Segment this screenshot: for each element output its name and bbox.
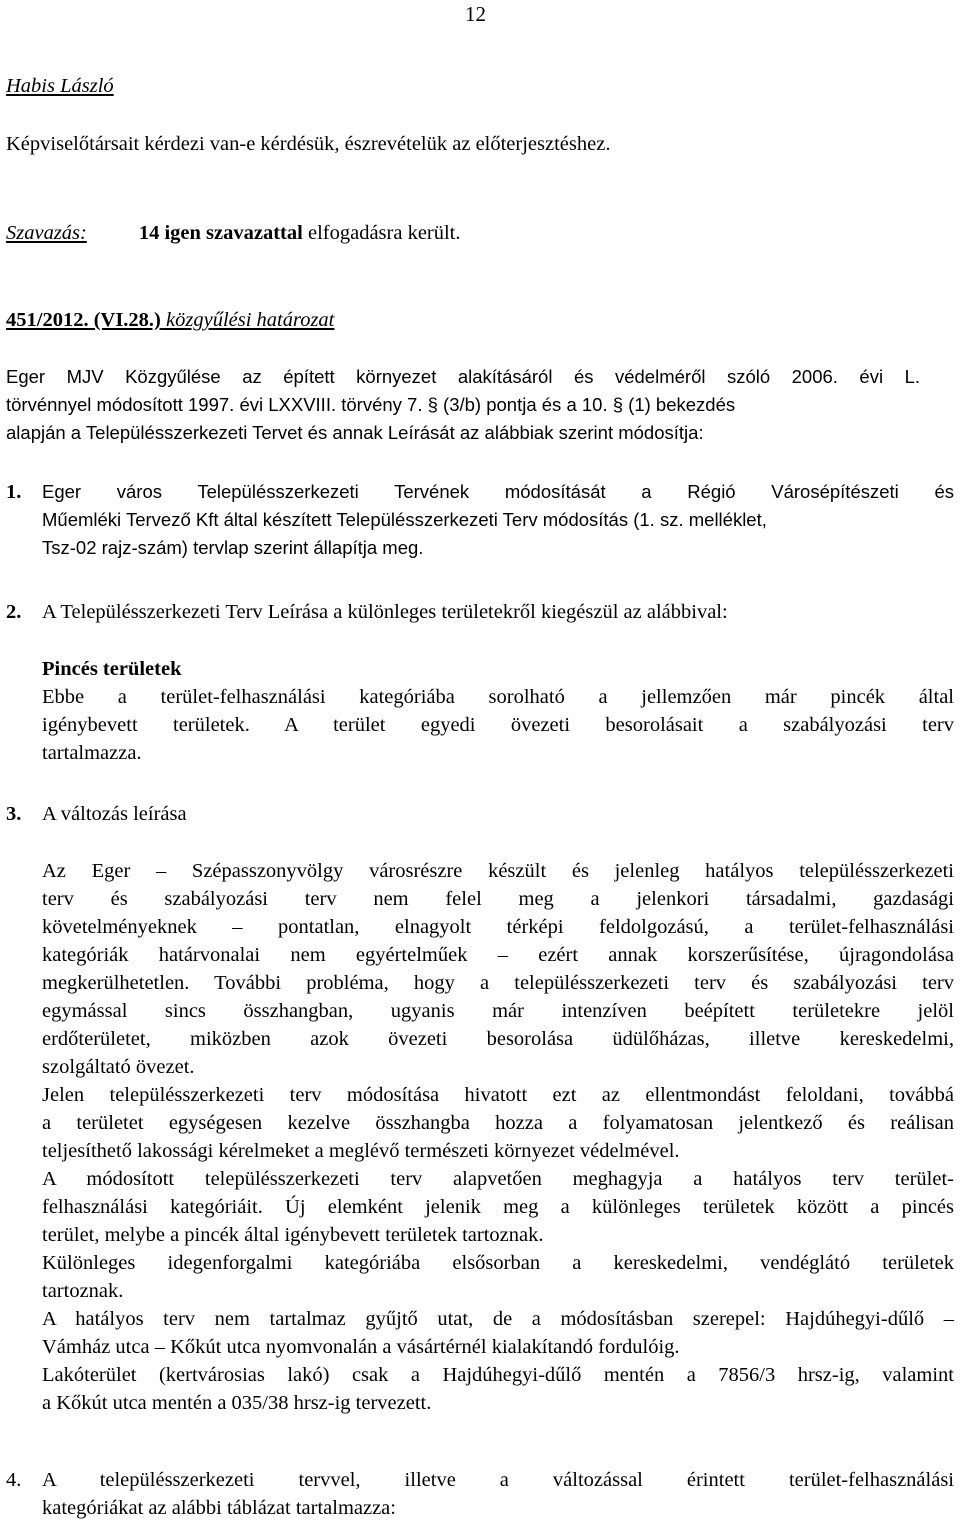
- resolution-title: közgyűlési határozat: [160, 309, 335, 331]
- desc-line: A hatályos terv nem tartalmaz gyűjtő utat, de a módosításban szerepel: Hajdúhegyi-dűlő –: [42, 1308, 954, 1330]
- item-1-number: 1.: [6, 481, 22, 503]
- item-2-subheading: Pincés területek: [42, 658, 182, 680]
- intro-text: Képviselőtársait kérdezi van-e kérdésük, észrevételük az előterjesztéshez.: [6, 133, 611, 155]
- item-1-line: Eger város Településszerkezeti Tervének módosítását a Régió Városépítészeti és: [42, 481, 954, 502]
- item-4-number: 4.: [6, 1469, 22, 1491]
- desc-line: a Kőkút utca mentén a 035/38 hrsz-ig tervezett.: [42, 1392, 432, 1414]
- vote-result-bold: 14 igen szavazattal: [138, 222, 303, 244]
- item-2-number: 2.: [6, 601, 22, 623]
- desc-line: Vámház utca – Kőkút utca nyomvonalán a vásártérnél kialakítandó fordulóig.: [42, 1336, 680, 1358]
- desc-line: Az Eger – Szépasszonyvölgy városrészre készült és jelenleg hatályos településszerkezeti: [42, 860, 954, 882]
- resolution-preamble: [6, 363, 920, 447]
- desc-line: erdőterületet, miközben azok övezeti besorolása üdülőházas, illetve kereskedelmi,: [42, 1028, 954, 1050]
- desc-line: Különleges idegenforgalmi kategóriába elsősorban a kereskedelmi, vendéglátó területek: [42, 1252, 954, 1274]
- page-number: 12: [465, 2, 486, 26]
- item-1-line: Műemléki Tervező Kft által készített Településszerkezeti Terv módosítás (1. sz. melléklet,: [42, 509, 767, 530]
- desc-line: Jelen településszerkezeti terv módosítása hivatott ezt az ellentmondást feloldani, továbbá: [42, 1084, 954, 1106]
- desc-line: A módosított településszerkezeti terv alapvetően meghagyja a hatályos terv terület-: [42, 1168, 954, 1190]
- item-1-body: [42, 478, 954, 562]
- resolution-number: 451/2012. (VI.28.): [6, 309, 161, 331]
- desc-line: terület, melybe a pincék által igénybevett területek tartoznak.: [42, 1224, 544, 1246]
- desc-line: felhasználási kategóriáit. Új elemként jelenik meg a különleges területek között a pincés: [42, 1196, 954, 1218]
- item-1-line: Tsz-02 rajz-szám) tervlap szerint állapítja meg.: [42, 537, 424, 558]
- preamble-line: Eger MJV Közgyűlése az épített környezet alakításáról és védelméről szóló 2006. évi L.: [6, 366, 920, 387]
- item-3-text: A változás leírása: [42, 803, 187, 825]
- item-2-line: igénybevett területek. A terület egyedi övezeti besorolásait a szabályozási terv: [42, 714, 954, 736]
- desc-line: tartoznak.: [42, 1280, 124, 1302]
- desc-line: teljesíthető lakossági kérelmeket a meglévő természeti környezet védelmével.: [42, 1140, 680, 1162]
- vote-result-rest: elfogadásra került.: [302, 222, 461, 244]
- preamble-line: törvénnyel módosított 1997. évi LXXVIII. törvény 7. § (3/b) pontja és a 10. § (1) bekezdés: [6, 394, 736, 415]
- item-3-number: 3.: [6, 803, 22, 825]
- item-2-line: Ebbe a terület-felhasználási kategóriába sorolható a jellemzően már pincék által: [42, 686, 954, 708]
- speaker-name: Habis László: [6, 75, 114, 97]
- vote-line: [6, 219, 906, 247]
- desc-line: a területet egységesen kezelve összhangba hozza a folyamatosan jelentkező és reálisan: [42, 1112, 954, 1134]
- item-2-text: A Településszerkezeti Terv Leírása a különleges területekről kiegészül az alábbival:: [42, 601, 728, 623]
- desc-line: szolgáltató övezet.: [42, 1056, 195, 1078]
- item-2-line: tartalmazza.: [42, 742, 142, 764]
- desc-line: terv és szabályozási terv nem felel meg a jelenkori társadalmi, gazdasági: [42, 888, 954, 910]
- desc-line: Lakóterület (kertvárosias lakó) csak a Hajdúhegyi-dűlő mentén a 7856/3 hrsz-ig, valamint: [42, 1364, 954, 1386]
- item-3-description: [42, 857, 954, 1417]
- desc-line: egymással sincs összhangban, ugyanis már intenzíven beépített területekre jelöl: [42, 1000, 954, 1022]
- item-4-body: [42, 1466, 954, 1522]
- desc-line: megkerülhetetlen. További probléma, hogy a településszerkezeti terv és szabályozási terv: [42, 972, 954, 994]
- item-2-body: [42, 683, 954, 767]
- resolution-heading: [6, 306, 334, 334]
- desc-line: követelményeknek – pontatlan, elnagyolt térképi feldolgozású, a terület-felhasználási: [42, 916, 954, 938]
- item-4-line: A településszerkezeti tervvel, illetve a változással érintett terület-felhasználási: [42, 1469, 954, 1491]
- vote-label: Szavazás:: [6, 222, 87, 244]
- desc-line: kategóriák határvonalai nem egyértelműek – ezért annak korszerűsítése, újragondolása: [42, 944, 954, 966]
- item-4-line: kategóriákat az alábbi táblázat tartalmazza:: [42, 1497, 396, 1519]
- preamble-line: alapján a Településszerkezeti Tervet és annak Leírását az alábbiak szerint módosítja:: [6, 422, 704, 443]
